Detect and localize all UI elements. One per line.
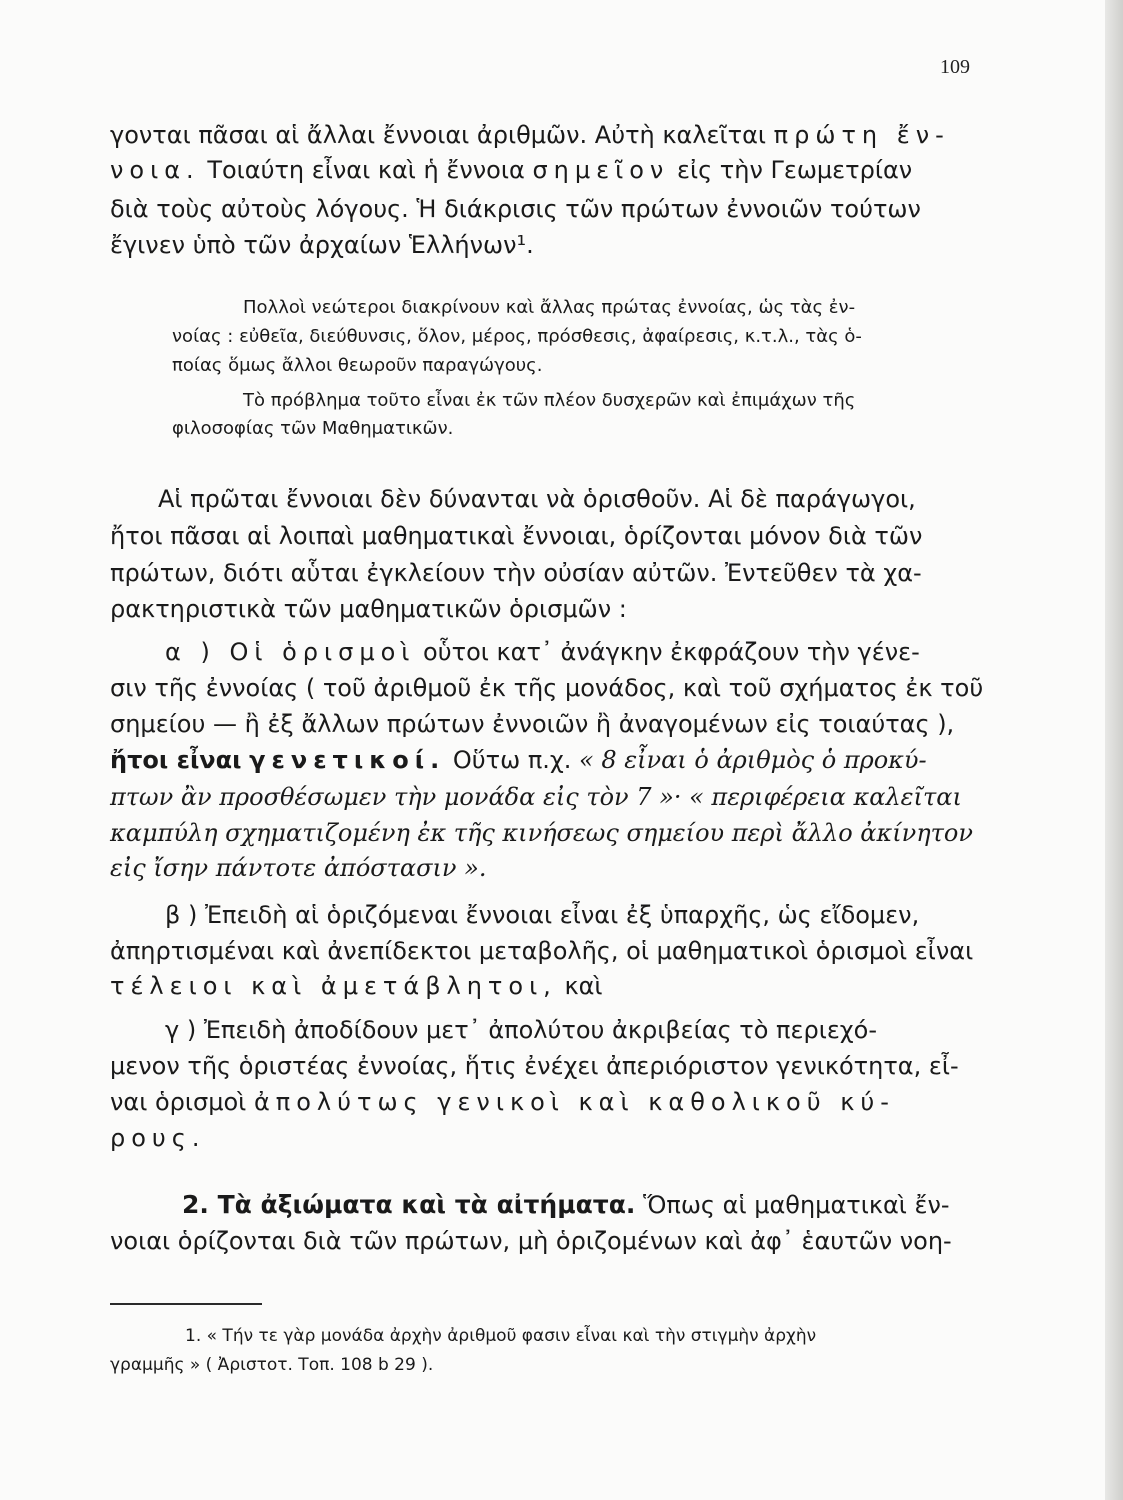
spaced-term: γενετικοί. [249,746,446,774]
footnote-line-2: γραμμῆς » ( Ἀριστοτ. Τοπ. 108 b 29 ). [110,1355,434,1375]
paragraph-1-line-4: ἔγινεν ὑπὸ τῶν ἀρχαίων Ἑλλήνων¹. [110,231,534,259]
item-a-line-7: εἰς ἴσην πάντοτε ἀπόστασιν ». [110,854,487,882]
item-c-line-1: γ ) Ἐπειδὴ ἀποδίδουν μετ᾽ ἀπολύτου ἀκριβείας τὸ περιεχό- [165,1016,877,1044]
footnote-divider [110,1303,262,1305]
text-span: Τοιαύτη εἶναι καὶ ἡ ἔννοια [207,156,525,184]
text-span: εἰς τὴν Γεωμετρίαν [676,156,913,184]
item-a-line-1 [165,638,920,666]
footnote-line-1: 1. « Τήν τε γὰρ μονάδα ἀρχὴν ἀριθμοῦ φασιν εἶναι καὶ τὴν στιγμὴν ἀρχὴν [185,1326,817,1346]
spaced-term: νοια. [110,156,200,184]
text-span: ἤτοι εἶναι [110,746,242,774]
section-2-line-2: νοιαι ὁρίζονται διὰ τῶν πρώτων, μὴ ὁριζομένων καὶ ἀφ᾽ ἑαυτῶν νοη- [110,1227,952,1255]
note-line-5: φιλοσοφίας τῶν Μαθηματικῶν. [172,418,454,439]
text-span: καὶ [564,972,603,1000]
paragraph-1-line-2 [110,156,912,184]
paragraph-2-line-1: Αἱ πρῶται ἔννοιαι δὲν δύνανται νὰ ὁρισθοῦν. Αἱ δὲ παράγωγοι, [158,485,916,513]
item-a-line-5: πτων ἂν προσθέσωμεν τὴν μονάδα εἰς τὸν 7 »· « περιφέρεια καλεῖται [110,783,962,811]
paragraph-2-line-2: ἤτοι πᾶσαι αἱ λοιπαὶ μαθηματικαὶ ἔννοιαι, ὁρίζονται μόνον διὰ τῶν [110,522,923,550]
page-number: 109 [940,56,970,78]
paragraph-1-line-1 [110,121,950,149]
item-a-line-4 [110,746,927,774]
paragraph-1-line-3: διὰ τοὺς αὐτοὺς λόγους. Ἡ διάκρισις τῶν πρώτων ἐννοιῶν τούτων [110,195,921,223]
note-line-3: ποίας ὅμως ἄλλοι θεωροῦν παραγώγους. [172,355,543,376]
note-line-2: νοίας : εὐθεῖα, διεύθυνσις, ὅλον, μέρος, πρόσθεσις, ἀφαίρεσις, κ.τ.λ., τὰς ὁ- [172,326,862,347]
item-b-line-3 [110,972,603,1000]
spaced-term: ἀπολύτως γενικοὶ καὶ καθολικοῦ κύ- [253,1088,895,1116]
item-b-line-2: ἀπηρτισμέναι καὶ ἀνεπίδεκτοι μεταβολῆς, οἱ μαθηματικοὶ ὁρισμοὶ εἶναι [110,937,974,965]
spaced-term: σημεῖον [532,156,670,184]
page-edge [1105,0,1123,1500]
text-span: γονται πᾶσαι αἱ ἄλλαι ἔννοιαι ἀριθμῶν. Αὐτὴ καλεῖται [110,121,767,149]
item-c-line-4: ρους. [110,1124,206,1152]
paragraph-2-line-4: ρακτηριστικὰ τῶν μαθηματικῶν ὁρισμῶν : [110,595,627,623]
text-span: ναι ὁρισμοὶ [110,1088,247,1116]
item-b-line-1: β ) Ἐπειδὴ αἱ ὁριζόμεναι ἔννοιαι εἶναι ἐξ ὑπαρχῆς, ὡς εἴδομεν, [165,901,920,929]
spaced-term: τέλειοι καὶ ἀμετάβλητοι, [110,972,557,1000]
item-a-line-2: σιν τῆς ἐννοίας ( τοῦ ἀριθμοῦ ἐκ τῆς μονάδος, καὶ τοῦ σχήματος ἐκ τοῦ [110,674,984,702]
item-c-line-3 [110,1088,895,1116]
item-a-line-6: καμπύλη σχηματιζομένη ἐκ τῆς κινήσεως σημείου περὶ ἄλλο ἀκίνητον [110,819,973,847]
section-2-line-1 [182,1190,950,1219]
item-a-line-3: σημείου — ἢ ἐξ ἄλλων πρώτων ἐννοιῶν ἢ ἀναγομένων εἰς τοιαύτας ), [110,710,955,738]
paragraph-2-line-3: πρώτων, διότι αὗται ἐγκλείουν τὴν οὐσίαν αὐτῶν. Ἐντεῦθεν τὰ χα- [110,559,922,587]
spaced-term: α ) Οἱ ὁρισμοὶ [165,638,416,666]
text-span: Ὅπως αἱ μαθηματικαὶ ἔν- [643,1191,950,1219]
text-span: Οὕτω π.χ. [452,746,572,774]
note-line-4: Τὸ πρόβλημα τοῦτο εἶναι ἐκ τῶν πλέον δυσχερῶν καὶ ἐπιμάχων τῆς [243,390,856,411]
text-span: οὗτοι κατ᾽ ἀνάγκην ἐκφράζουν τὴν γένε- [423,638,920,666]
item-c-line-2: μενον τῆς ὁριστέας ἐννοίας, ἥτις ἐνέχει ἀπεριόριστον γενικότητα, εἶ- [110,1052,959,1080]
section-heading: 2. Τὰ ἀξιώματα καὶ τὰ αἰτήματα. [182,1190,636,1219]
spaced-term: πρώτη ἔν- [773,121,950,149]
quote-span: « 8 εἶναι ὁ ἀριθμὸς ὁ προκύ- [579,746,927,774]
note-line-1: Πολλοὶ νεώτεροι διακρίνουν καὶ ἄλλας πρώτας ἐννοίας, ὡς τὰς ἐν- [243,297,856,318]
